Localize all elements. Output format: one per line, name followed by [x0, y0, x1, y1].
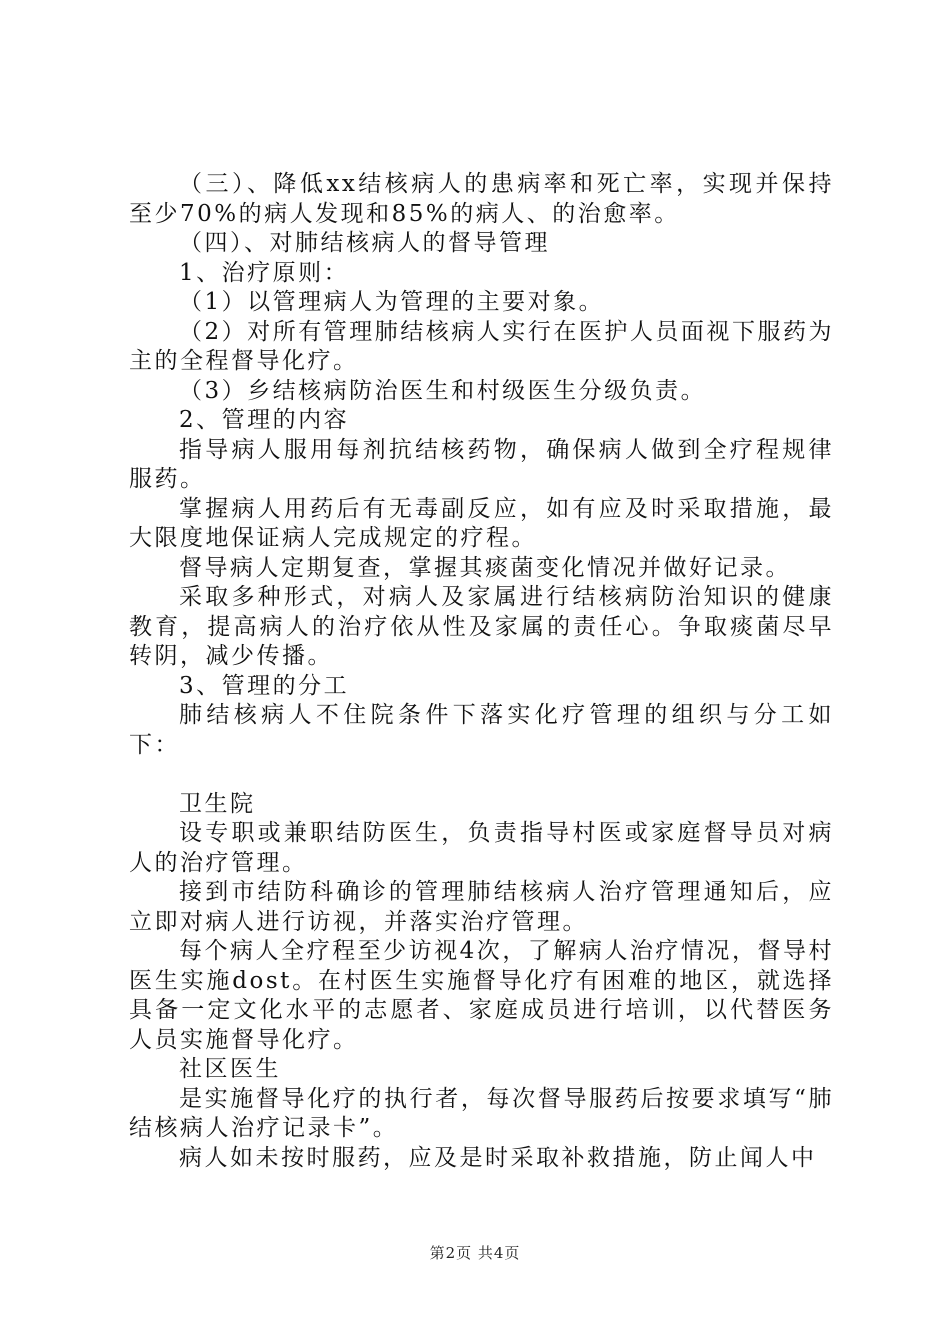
paragraph-principle-3: （3）乡结核病防治医生和村级医生分级负责。: [179, 377, 707, 404]
paragraph-content-2: 掌握病人用药后有无毒副反应，如有应及时采取措施，最大限度地保证病人完成规定的疗程。: [129, 495, 834, 551]
heading-community-doctor: 社区医生: [179, 1056, 281, 1082]
heading-health-center: 卫生院: [179, 790, 256, 817]
paragraph-health-center-3: 每个病人全疗程至少访视4次，了解病人治疗情况，督导村医生实施dost。在村医生实施督导化疗有困难的地区，就选择具备一定文化水平的志愿者、家庭成员进行培训，以代替医务人员实施督导化疗。: [129, 938, 834, 1053]
heading-management-content: 2、管理的内容: [179, 407, 350, 433]
paragraph-content-4: 采取多种形式，对病人及家属进行结核病防治知识的健康教育，提高病人的治疗依从性及家属的责任心。争取痰菌尽早转阴，减少传播。: [129, 584, 834, 669]
paragraph-principle-2: （2）对所有管理肺结核病人实行在医护人员面视下服药为主的全程督导化疗。: [129, 318, 834, 374]
paragraph-goal-three: （三）、降低xx结核病人的患病率和死亡率，实现并保持至少70%的病人发现和85%的病人、的治愈率。: [129, 171, 834, 227]
paragraph-content-3: 督导病人定期复查，掌握其痰菌变化情况并做好记录。: [179, 554, 791, 581]
document-body: [129, 170, 834, 1173]
paragraph-health-center-2: 接到市结防科确诊的管理肺结核病人治疗管理通知后，应立即对病人进行访视，并落实治疗管理。: [129, 879, 834, 935]
paragraph-principle-1: （1）以管理病人为管理的主要对象。: [179, 289, 605, 315]
paragraph-community-doctor-1: 是实施督导化疗的执行者，每次督导服药后按要求填写“肺结核病人治疗记录卡”。: [129, 1085, 834, 1141]
heading-section-four: （四）、对肺结核病人的督导管理: [179, 230, 550, 256]
heading-treatment-principles: 1、治疗原则：: [179, 259, 350, 286]
paragraph-health-center-1: 设专职或兼职结防医生，负责指导村医或家庭督导员对病人的治疗管理。: [129, 820, 834, 876]
page-number: 第2页 共4页: [429, 1244, 521, 1262]
heading-division-of-labor: 3、管理的分工: [179, 672, 350, 699]
paragraph-content-1: 指导病人服用每剂抗结核药物，确保病人做到全疗程规律服药。: [129, 436, 834, 492]
paragraph-division-intro: 肺结核病人不住院条件下落实化疗管理的组织与分工如下：: [129, 702, 834, 758]
blank-line: [129, 760, 834, 790]
paragraph-community-doctor-2: 病人如未按时服药，应及是时采取补救措施，防止闻人中: [179, 1144, 817, 1171]
